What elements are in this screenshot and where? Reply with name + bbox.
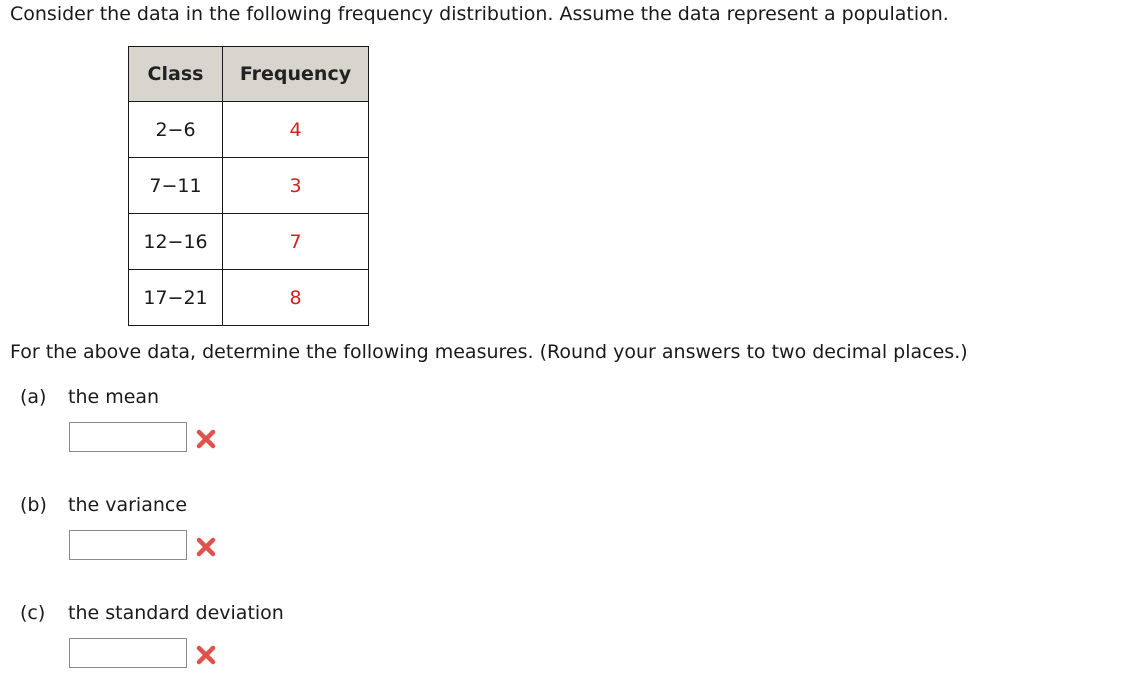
- class-cell: 2−6: [129, 102, 223, 158]
- frequency-cell: 7: [223, 214, 369, 270]
- part-c-text: the standard deviation: [68, 602, 284, 624]
- class-cell: 17−21: [129, 270, 223, 326]
- frequency-table: [128, 46, 369, 326]
- class-cell: 7−11: [129, 158, 223, 214]
- standard-deviation-input[interactable]: [69, 638, 187, 668]
- incorrect-x-icon: [195, 428, 217, 450]
- table-row: [129, 158, 369, 214]
- instructions: For the above data, determine the following measures. (Round your answers to two decimal places.): [10, 341, 968, 363]
- frequency-cell: 4: [223, 102, 369, 158]
- table-row: [129, 214, 369, 270]
- part-a-label: [20, 386, 159, 408]
- part-c-letter: (c): [20, 602, 46, 624]
- table-row: [129, 270, 369, 326]
- column-header-frequency: Frequency: [223, 47, 369, 102]
- table-row: [129, 102, 369, 158]
- incorrect-x-icon: [195, 536, 217, 558]
- frequency-cell: 3: [223, 158, 369, 214]
- mean-input[interactable]: [69, 422, 187, 452]
- variance-input[interactable]: [69, 530, 187, 560]
- part-b-label: [20, 494, 187, 516]
- part-c-label: [20, 602, 284, 624]
- class-cell: 12−16: [129, 214, 223, 270]
- incorrect-x-icon: [195, 644, 217, 666]
- frequency-cell: 8: [223, 270, 369, 326]
- table-header-row: [129, 47, 369, 102]
- part-b-letter: (b): [20, 494, 47, 516]
- part-a-letter: (a): [20, 386, 47, 408]
- part-a-text: the mean: [68, 386, 160, 408]
- part-b-text: the variance: [68, 494, 188, 516]
- question-intro: Consider the data in the following frequency distribution. Assume the data represent a population.: [10, 3, 949, 25]
- column-header-class: Class: [129, 47, 223, 102]
